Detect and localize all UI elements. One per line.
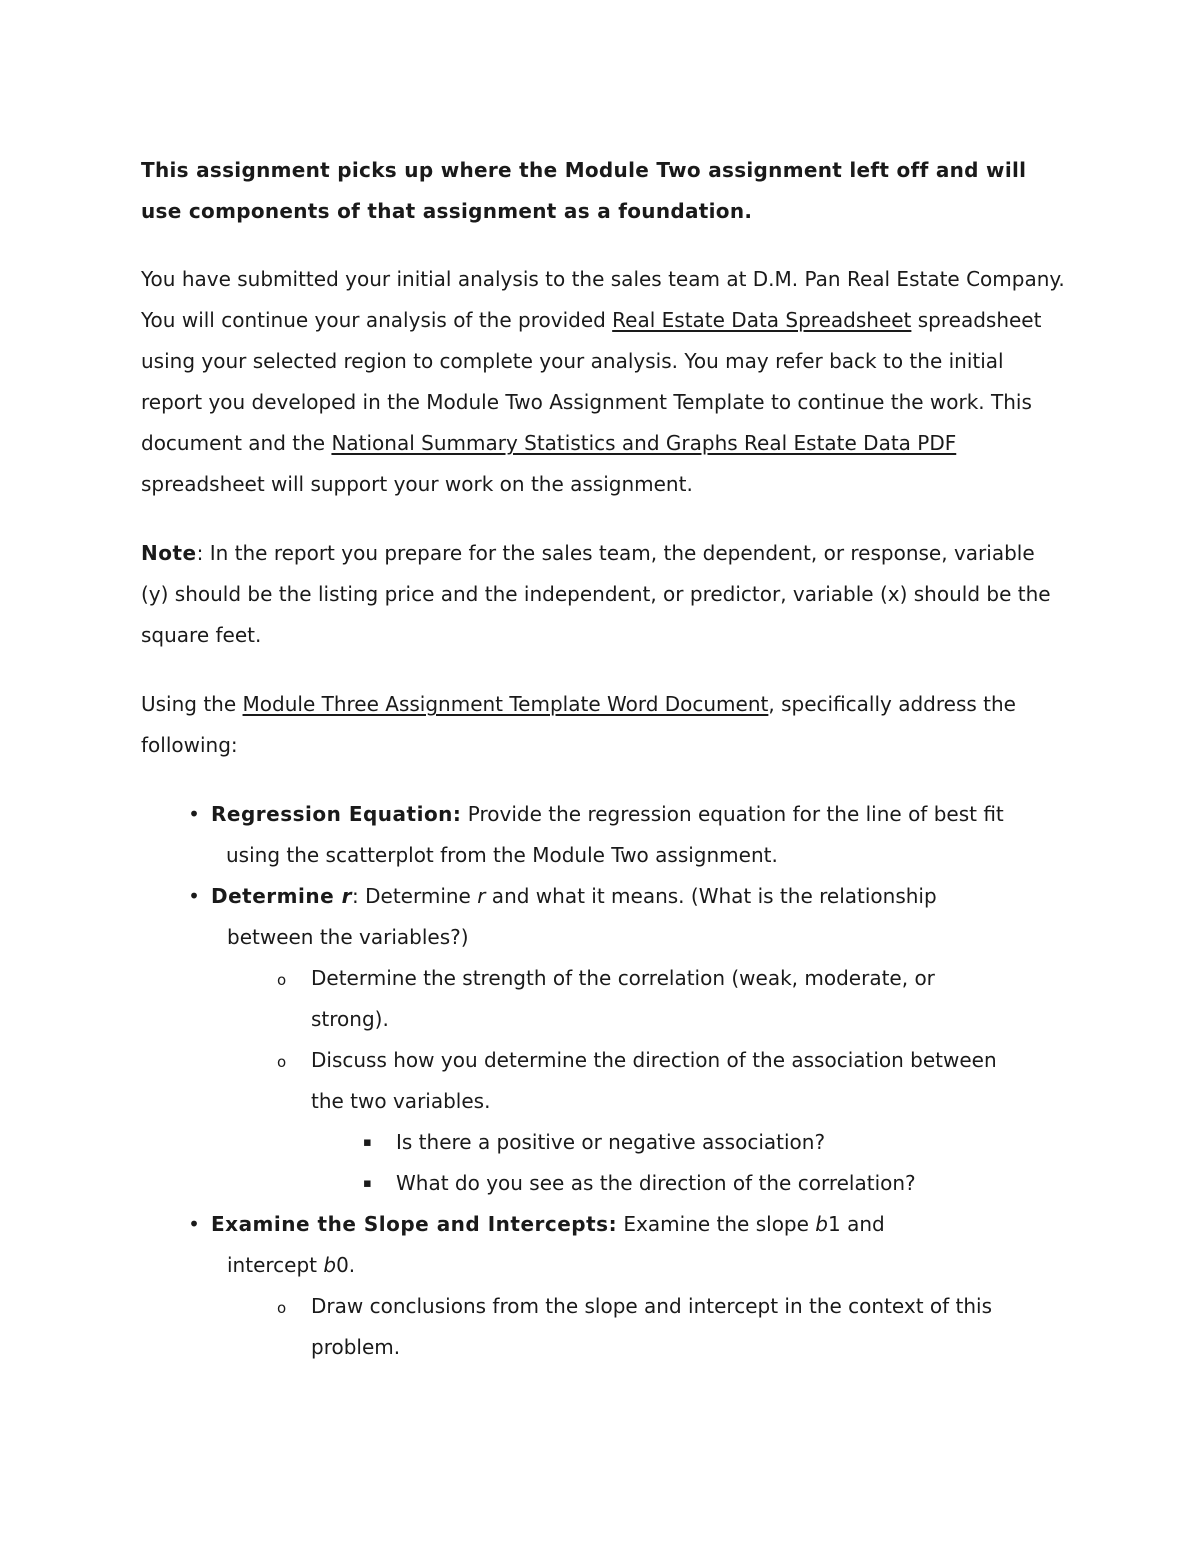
circle-bullet-icon: o — [277, 971, 287, 989]
sublist-item-direction: o Discuss how you determine the direction of the association between the two variables. ▪ Is there a positive or negative association? ▪ What do you see as the direction of the correlation? — [141, 1040, 1066, 1204]
sublist-item-strength: o Determine the strength of the correlation (weak, moderate, or strong). — [141, 958, 1066, 1040]
subsub-item-association: ▪ Is there a positive or negative association? — [141, 1122, 1066, 1163]
subsub-item-correlation-direction: ▪ What do you see as the direction of the correlation? — [141, 1163, 1066, 1204]
paragraph-context — [141, 259, 1066, 505]
bullet-icon: • — [188, 1212, 200, 1236]
determine-line1: Determine r: Determine r and what it means. (What is the relationship — [211, 884, 937, 908]
list-item-determine-r — [141, 876, 1066, 1204]
intro-heading: This assignment picks up where the Module Two assignment left off and will use components of that assignment as a foundation. — [141, 158, 1027, 223]
square-bullet-icon: ▪ — [363, 1176, 372, 1191]
module-three-template-link[interactable]: Module Three Assignment Template Word Document — [242, 692, 769, 716]
slope-label: Examine the Slope and Intercepts: — [211, 1212, 618, 1236]
regression-line1: Regression Equation: Provide the regression equation for the line of best fit — [211, 802, 1004, 826]
national-summary-link[interactable]: National Summary Statistics and Graphs Real Estate Data PDF — [331, 431, 957, 455]
using-paragraph — [141, 684, 1066, 766]
requirements-list — [141, 794, 1066, 1368]
slope-sublist — [141, 1286, 1066, 1368]
document-page — [141, 150, 1066, 1368]
note-paragraph — [141, 533, 1066, 656]
paragraph-text: You have submitted your initial analysis to the sales team at D.M. Pan Real Estate Company. You will continue your analysis of the provided — [141, 267, 1065, 332]
slope-line2: intercept b0. — [227, 1253, 356, 1277]
regression-label: Regression Equation: — [211, 802, 462, 826]
determine-label: Determine r — [211, 884, 352, 908]
paragraph-text: spreadsheet will support your work on the assignment. — [141, 472, 693, 496]
real-estate-data-link[interactable]: Real Estate Data Spreadsheet — [612, 308, 912, 332]
list-item-slope-intercepts — [141, 1204, 1066, 1368]
circle-bullet-icon: o — [277, 1299, 287, 1317]
determine-line2: between the variables?) — [227, 925, 469, 949]
bullet-icon: • — [188, 802, 200, 826]
list-item-regression — [141, 794, 1066, 876]
note-label: Note — [141, 541, 197, 565]
square-bullet-icon: ▪ — [363, 1135, 372, 1150]
using-text: , specifically address the following: — [141, 692, 1016, 757]
bullet-icon: • — [188, 884, 200, 908]
using-text: Using the — [141, 692, 243, 716]
determine-sublist — [141, 958, 1066, 1204]
direction-sublist — [141, 1122, 1066, 1204]
regression-line2: using the scatterplot from the Module Two assignment. — [226, 843, 778, 867]
paragraph-text: spreadsheet using your selected region to complete your analysis. You may refer back to the initial report you developed in the Module Two Assignment Template to continue the work. This document and the — [141, 308, 1042, 455]
sublist-item-conclusions: o Draw conclusions from the slope and intercept in the context of this problem. — [141, 1286, 1066, 1368]
note-text: : In the report you prepare for the sales team, the dependent, or response, variable (y) should be the listing price and the independent, or predictor, variable (x) should be the square feet. — [141, 541, 1051, 647]
slope-line1: Examine the Slope and Intercepts: Examine the slope b1 and — [211, 1212, 885, 1236]
circle-bullet-icon: o — [277, 1053, 287, 1071]
